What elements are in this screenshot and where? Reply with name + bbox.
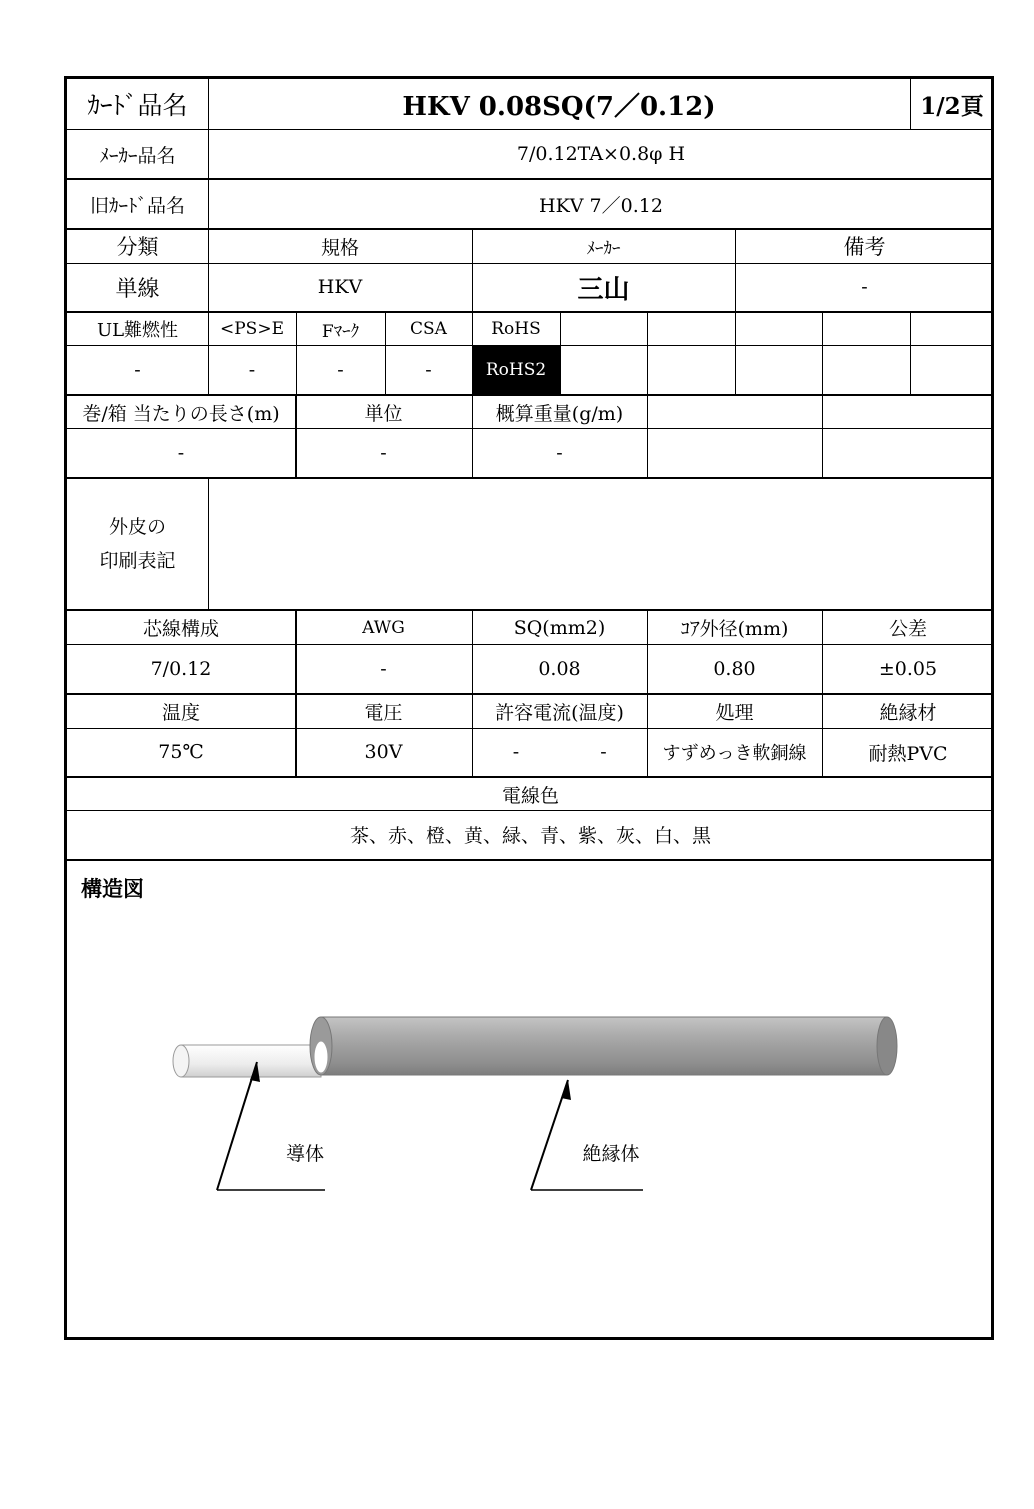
od-value: 0.80 <box>713 657 756 680</box>
tol-value: ±0.05 <box>878 657 938 680</box>
spec-sheet <box>64 76 994 1340</box>
weight-header: 概算重量(g/m) <box>495 402 624 425</box>
ul-value: - <box>134 358 141 381</box>
core-header: 芯線構成 <box>142 618 219 640</box>
old-card-name-label: 旧ｶｰﾄﾞ品名 <box>89 194 185 217</box>
od-header: ｺｱ外径(mm) <box>680 618 789 640</box>
unit-value: - <box>380 441 387 464</box>
kikaku-value: HKV <box>317 276 363 298</box>
maker-name-label: ﾒｰｶｰ品名 <box>99 144 176 167</box>
biko-value: - <box>861 276 868 298</box>
current-header: 許容電流(温度) <box>495 702 624 724</box>
maker-name-value: 7/0.12TA×0.8φ H <box>516 143 686 165</box>
treat-value: すずめっき軟銅線 <box>662 743 807 764</box>
ps-value: - <box>248 358 256 381</box>
weight-value: - <box>556 441 563 464</box>
cable-structure-diagram <box>67 860 994 1340</box>
awg-value: - <box>380 657 387 680</box>
f-mark-value: - <box>337 358 344 381</box>
conductor-leader-line <box>217 1062 257 1190</box>
temp-value: 75℃ <box>158 741 204 763</box>
current-value-a: - <box>512 741 520 763</box>
biko-header: 備考 <box>843 235 886 259</box>
ul-header: UL難燃性 <box>96 320 179 341</box>
current-value-b: - <box>600 741 607 763</box>
csa-header: CSA <box>410 319 447 339</box>
unit-header: 単位 <box>364 402 403 425</box>
rohs-badge: RoHS2 <box>472 345 560 394</box>
wire-color-list: 茶、赤、橙、黄、緑、青、紫、灰、白、黒 <box>349 825 711 847</box>
diagram-title: 構造図 <box>81 877 144 901</box>
insulator-label: 絶縁体 <box>582 1143 640 1165</box>
temp-header: 温度 <box>161 702 200 724</box>
awg-header: AWG <box>362 617 405 638</box>
card-name-value: HKV 0.08SQ(7／0.12) <box>402 91 716 122</box>
conductor-label: 導体 <box>285 1143 325 1165</box>
page-number: 1/2頁 <box>920 92 984 120</box>
tol-header: 公差 <box>888 618 927 640</box>
wire-color-header: 電線色 <box>501 784 559 807</box>
ps-header: <PS>E <box>220 319 284 339</box>
maker-value: 三山 <box>577 274 630 305</box>
kikaku-header: 規格 <box>320 236 359 259</box>
bunrui-value: 単線 <box>115 276 160 302</box>
maker-header: ﾒｰｶｰ <box>586 238 621 259</box>
card-name-label: ｶｰﾄﾞ品名 <box>87 91 188 120</box>
ins-value: 耐熱PVC <box>868 742 948 765</box>
bunrui-header: 分類 <box>116 235 159 259</box>
old-card-name-value: HKV 7／0.12 <box>539 194 663 217</box>
core-value: 7/0.12 <box>150 657 212 680</box>
insulator-icon <box>310 1017 897 1075</box>
csa-value: - <box>425 358 432 381</box>
print-marking-label-line1: 外皮の <box>108 516 166 538</box>
print-marking-label-line2: 印刷表記 <box>99 550 176 572</box>
ins-header: 絶縁材 <box>879 702 937 724</box>
volt-header: 電圧 <box>364 702 403 724</box>
print-marking-label <box>67 479 208 609</box>
treat-header: 処理 <box>715 702 754 724</box>
volt-value: 30V <box>364 741 403 763</box>
sq-value: 0.08 <box>538 657 581 680</box>
f-mark-header: Fﾏｰｸ <box>321 321 360 342</box>
length-header: 巻/箱 当たりの長さ(m) <box>82 402 280 425</box>
length-value: - <box>177 441 185 464</box>
sq-header: SQ(mm2) <box>513 616 606 639</box>
rohs-header: RoHS <box>491 319 541 339</box>
conductor-icon <box>173 1045 321 1077</box>
